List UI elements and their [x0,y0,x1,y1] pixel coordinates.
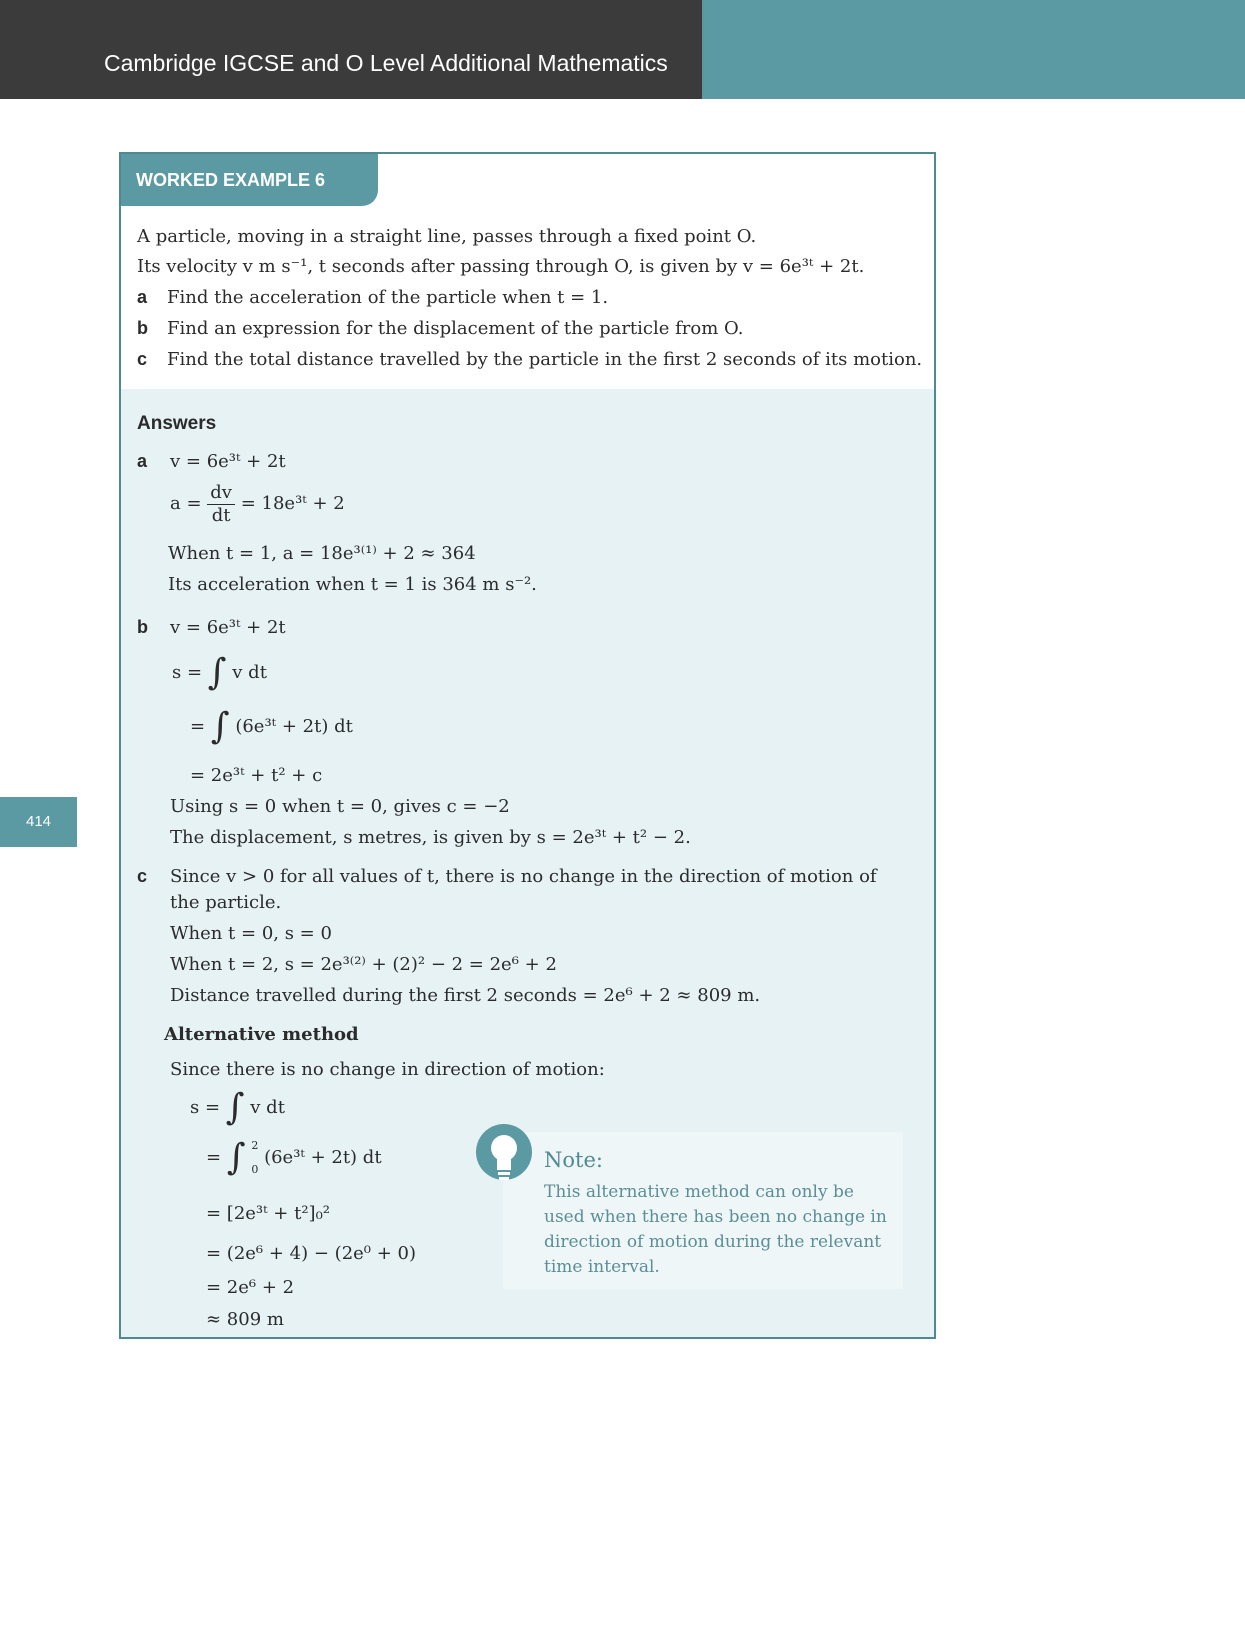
answer-a-derivative [170,482,345,526]
note-text: This alternative method can only be used when there has been no change in direction of motion during the relevant time interval. [544,1182,887,1277]
integral-rhs: v dt [250,1097,285,1118]
answer-c-label: c [137,866,148,886]
part-c-text: Find the total distance travelled by the particle in the first 2 seconds of its motion. [167,349,923,370]
derivative-fraction [207,482,235,526]
fraction-denominator: dt [211,504,231,526]
page-number: 414 [0,797,77,847]
alternative-line-4: = [2e³ᵗ + t²]₀² [206,1203,331,1224]
integral-sign: ∫ [210,706,230,747]
worked-example-label: WORKED EXAMPLE 6 [121,154,378,206]
alternative-line-1: Since there is no change in direction of motion: [170,1059,605,1080]
part-b-label: b [137,318,148,338]
derivative-lhs: a = [170,493,202,515]
answer-b-line-5: Using s = 0 when t = 0, gives c = −2 [170,796,510,817]
alternative-line-6: = 2e⁶ + 2 [206,1277,295,1298]
integral-lhs: s = [190,1097,221,1118]
part-c-label: c [137,349,148,369]
lower-limit: 0 [251,1163,259,1177]
part-b-text: Find an expression for the displacement of the particle from O. [167,318,744,339]
answer-b-label: b [137,617,148,637]
note-box [503,1132,903,1289]
fraction-numerator: dv [207,482,235,505]
integral-integrand: (6e³ᵗ + 2t) dt [264,1147,382,1169]
derivative-rhs: = 18e³ᵗ + 2 [240,493,345,515]
integral-rhs: v dt [232,662,267,683]
note-title: Note: [544,1148,603,1172]
answer-b-integral-1 [172,652,267,693]
answer-a-line-1: v = 6e³ᵗ + 2t [170,451,286,472]
alternative-line-7: ≈ 809 m [206,1309,284,1330]
answer-a-line-4: Its acceleration when t = 1 is 364 m s⁻². [168,574,537,595]
integral-integrand: (6e³ᵗ + 2t) dt [235,716,353,737]
alternative-heading: Alternative method [164,1024,359,1045]
header-accent [702,0,1245,99]
intro-line-2: Its velocity v m s⁻¹, t seconds after passing through O, is given by v = 6e³ᵗ + 2t. [137,256,865,277]
definite-integral-sign: ∫ [226,1137,246,1179]
intro-line-1: A particle, moving in a straight line, passes through a fixed point O. [137,226,757,247]
integral-sign: ∫ [207,652,227,693]
integral-equals: = [190,716,206,737]
answer-a-line-3: When t = 1, a = 18e³⁽¹⁾ + 2 ≈ 364 [168,543,476,564]
book-title: Cambridge IGCSE and O Level Additional Mathematics [104,50,668,76]
answer-a-label: a [137,451,148,471]
part-a-label: a [137,287,148,307]
upper-limit: 2 [251,1139,259,1152]
integral-limits [251,1140,258,1176]
answer-c-line-1: Since v > 0 for all values of t, there is no change in the direction of motion of [170,866,877,887]
answer-c-line-4: When t = 2, s = 2e³⁽²⁾ + (2)² − 2 = 2e⁶ + 2 [170,954,557,975]
integral-lhs: s = [172,662,203,683]
answer-c-line-2: the particle. [170,892,282,913]
part-a-text: Find the acceleration of the particle when t = 1. [167,287,609,308]
answer-c-line-5: Distance travelled during the first 2 seconds = 2e⁶ + 2 ≈ 809 m. [170,985,761,1006]
answer-b-line-6: The displacement, s metres, is given by s = 2e³ᵗ + t² − 2. [170,827,691,848]
integral-equals: = [206,1147,222,1169]
lightbulb-icon [474,1122,534,1190]
integral-sign: ∫ [225,1087,245,1128]
answer-b-integral-2 [190,706,353,747]
alternative-integral-1 [190,1087,285,1128]
answers-heading: Answers [137,413,217,434]
alternative-line-5: = (2e⁶ + 4) − (2e⁰ + 0) [206,1243,417,1264]
answer-b-line-1: v = 6e³ᵗ + 2t [170,617,286,638]
answer-b-line-4: = 2e³ᵗ + t² + c [190,765,323,786]
answer-c-line-3: When t = 0, s = 0 [170,923,332,944]
alternative-integral-2 [206,1137,382,1179]
